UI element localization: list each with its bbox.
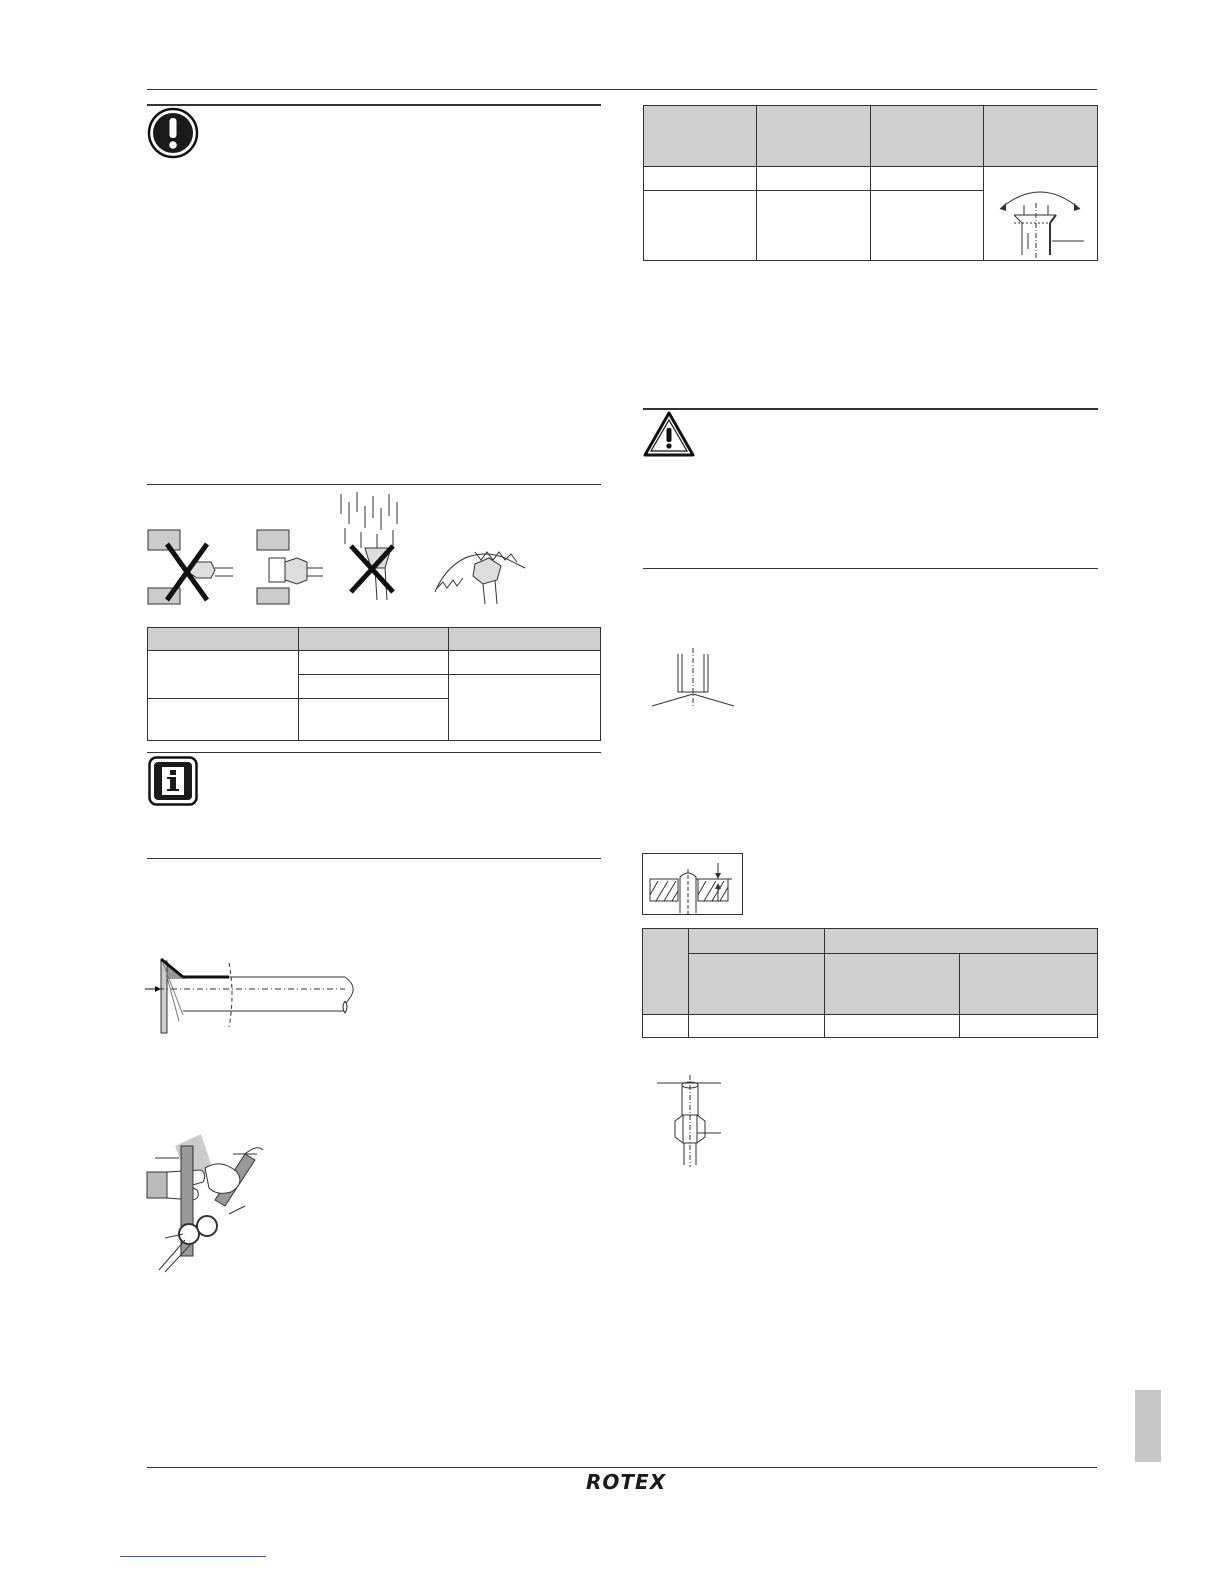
table-header-cell bbox=[148, 628, 299, 651]
footer-rule bbox=[147, 1467, 1097, 1468]
table-cell bbox=[148, 699, 299, 741]
table-header-cell bbox=[824, 929, 1097, 954]
table-cell bbox=[688, 1015, 824, 1038]
flare-shape-cell bbox=[983, 167, 1097, 261]
table-cell bbox=[148, 651, 299, 699]
chapter-side-tab bbox=[1135, 1390, 1161, 1462]
header-rule bbox=[147, 89, 1097, 90]
brand-logo: ROTEX bbox=[586, 1470, 667, 1494]
info-square-icon bbox=[148, 756, 198, 806]
notice-top-rule bbox=[147, 104, 601, 106]
table-header-cell bbox=[644, 106, 757, 167]
wall-opening-right-icon bbox=[257, 530, 323, 604]
flare-dimension-table bbox=[643, 105, 1098, 261]
table-cell bbox=[870, 167, 983, 191]
pipe-cut-end-diagram bbox=[650, 648, 736, 710]
table-cell bbox=[298, 651, 449, 675]
table-cell bbox=[449, 651, 601, 675]
flare-tool-protrusion-diagram bbox=[642, 853, 743, 915]
table-header-cell bbox=[824, 954, 960, 1015]
link-underline bbox=[120, 1556, 266, 1557]
info-top-rule bbox=[147, 752, 601, 753]
flare-nut-on-pipe-diagram bbox=[655, 1075, 725, 1167]
table-cell bbox=[298, 699, 449, 741]
table-header-cell bbox=[983, 106, 1097, 167]
flare-tool-table bbox=[642, 928, 1098, 1038]
table-cell bbox=[298, 675, 449, 699]
table-cell bbox=[757, 191, 870, 261]
tape-wrap-icon bbox=[435, 552, 525, 604]
table-header-cell bbox=[298, 628, 449, 651]
table-cell bbox=[757, 167, 870, 191]
caution-top-rule bbox=[643, 408, 1098, 410]
table-cell bbox=[643, 1015, 689, 1038]
flare-nut-handling-illustrations bbox=[145, 488, 540, 606]
warning-triangle-icon bbox=[643, 411, 695, 457]
table-cell bbox=[960, 1015, 1098, 1038]
table-header-cell bbox=[688, 929, 824, 954]
flare-shape-diagram bbox=[984, 169, 1097, 259]
wall-opening-wrong-icon bbox=[148, 530, 233, 604]
table-cell bbox=[644, 191, 757, 261]
section-rule-2 bbox=[147, 858, 601, 859]
left-table bbox=[147, 627, 601, 741]
table-cell bbox=[824, 1015, 960, 1038]
table-cell bbox=[870, 191, 983, 261]
table-header-cell bbox=[960, 954, 1098, 1015]
two-spanner-tightening-diagram bbox=[145, 1130, 275, 1275]
flare-oil-pipe-diagram bbox=[145, 955, 365, 1035]
table-cell bbox=[644, 167, 757, 191]
rain-wrong-icon bbox=[341, 492, 397, 600]
table-header-cell bbox=[757, 106, 870, 167]
table-header-cell bbox=[870, 106, 983, 167]
exclamation-circle-icon bbox=[147, 107, 199, 159]
section-rule-1 bbox=[147, 484, 601, 485]
table-cell bbox=[449, 675, 601, 741]
table-header-cell bbox=[449, 628, 601, 651]
table-header-cell bbox=[643, 929, 689, 1015]
table-header-cell bbox=[688, 954, 824, 1015]
section-rule-3 bbox=[643, 568, 1098, 569]
